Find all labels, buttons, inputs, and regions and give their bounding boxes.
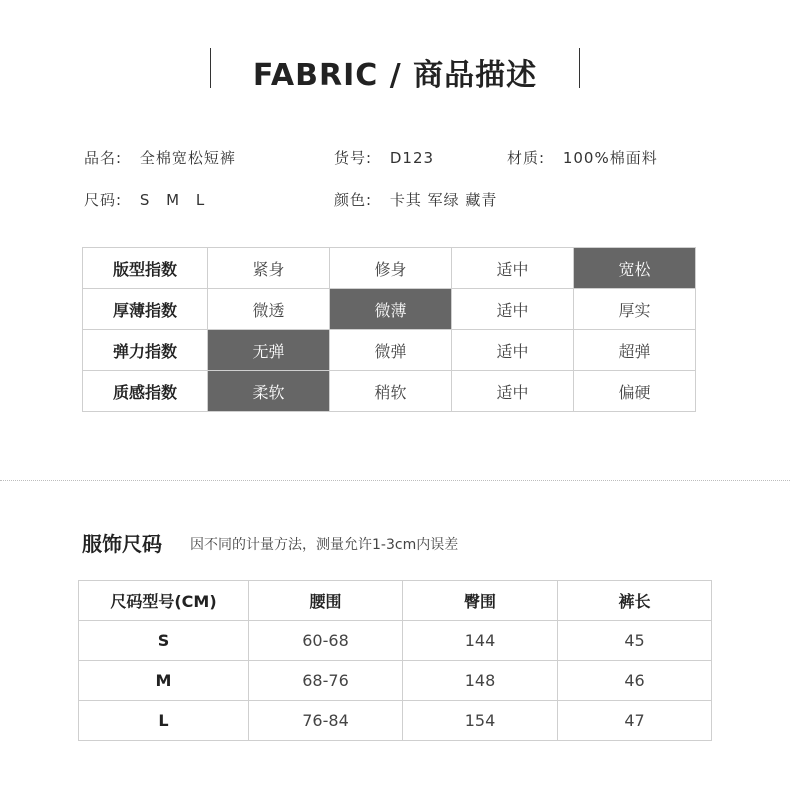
product-sizes-label: 尺码: [84,191,123,209]
size-table-header-cell: 臀围 [403,581,558,621]
size-table-cell: 47 [558,701,712,741]
size-table-cell: 68-76 [249,661,403,701]
fit-row-label: 质感指数 [83,371,208,412]
size-table [78,580,712,741]
size-table-cell: 76-84 [249,701,403,741]
page-title: FABRIC / 商品描述 [252,58,538,93]
product-code-value: D123 [389,149,435,167]
size-table-cell: 144 [403,621,558,661]
fit-row-label: 弹力指数 [83,330,208,371]
product-code [334,147,434,168]
product-material [507,147,658,168]
fit-option: 紧身 [208,248,330,289]
product-sizes [84,189,210,210]
fit-row-label: 厚薄指数 [83,289,208,330]
fit-row [83,371,696,412]
fit-row-label: 版型指数 [83,248,208,289]
fit-option: 适中 [452,248,574,289]
fit-option: 适中 [452,371,574,412]
fit-row [83,248,696,289]
product-colors [334,189,497,210]
product-name [84,147,236,168]
fit-option-selected: 宽松 [574,248,696,289]
size-table-cell: 60-68 [249,621,403,661]
fit-row [83,330,696,371]
dotted-divider [0,480,790,481]
product-name-label: 品名: [84,149,123,167]
fit-option: 厚实 [574,289,696,330]
fit-option-selected: 微薄 [330,289,452,330]
product-name-value: 全棉宽松短裤 [139,149,236,167]
product-colors-value: 卡其 军绿 藏青 [389,191,498,209]
size-table-header-cell: 裤长 [558,581,712,621]
size-table-header-cell: 腰围 [249,581,403,621]
size-table-size-label: M [79,661,249,701]
fit-option-selected: 柔软 [208,371,330,412]
fit-option-selected: 无弹 [208,330,330,371]
size-table-cell: 45 [558,621,712,661]
fit-option: 修身 [330,248,452,289]
fit-index-table [82,247,696,412]
fit-option: 微弹 [330,330,452,371]
size-section-note: 因不同的计量方法，测量允许1-3cm内误差 [190,537,459,553]
size-table-cell: 148 [403,661,558,701]
size-section-title: 服饰尺码 [82,532,162,556]
size-table-size-label: L [79,701,249,741]
size-table-cell: 154 [403,701,558,741]
fit-row [83,289,696,330]
size-table-row [79,661,712,701]
size-table-header-row [79,581,712,621]
header-right-divider [579,48,580,88]
product-material-value: 100%棉面料 [562,149,658,167]
fit-option: 稍软 [330,371,452,412]
size-table-row [79,621,712,661]
fit-option: 微透 [208,289,330,330]
fit-option: 适中 [452,289,574,330]
size-table-cell: 46 [558,661,712,701]
product-sizes-value: S M L [139,191,211,209]
size-table-header-cell: 尺码型号(CM) [79,581,249,621]
size-table-row [79,701,712,741]
fit-option: 超弹 [574,330,696,371]
fit-option: 偏硬 [574,371,696,412]
product-colors-label: 颜色: [334,191,373,209]
product-code-label: 货号: [334,149,373,167]
section-header [0,44,790,92]
size-table-size-label: S [79,621,249,661]
product-material-label: 材质: [507,149,546,167]
fit-option: 适中 [452,330,574,371]
